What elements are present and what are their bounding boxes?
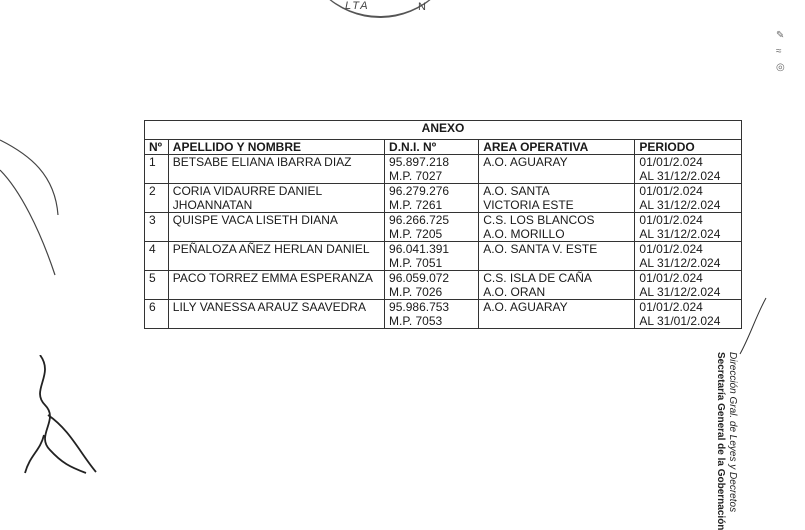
- dni-number: 96.059.072: [389, 271, 450, 285]
- period-end: AL 31/01/2.024: [639, 314, 721, 328]
- period-cell: [635, 242, 742, 271]
- seal-text-left: LTA: [345, 0, 370, 12]
- initial-mark: ≈: [776, 46, 782, 57]
- table-row: [145, 300, 742, 329]
- dni-cell: [385, 300, 479, 329]
- mp-number: M.P. 7051: [389, 256, 443, 270]
- period-end: AL 31/12/2.024: [639, 169, 721, 183]
- initial-mark: ◎: [776, 62, 785, 73]
- period-cell: [635, 271, 742, 300]
- row-number: 4: [145, 242, 169, 271]
- table-row: [145, 155, 742, 184]
- mp-number: M.P. 7053: [389, 314, 443, 328]
- name-line: QUISPE VACA LISETH DIANA: [172, 213, 338, 227]
- dni-number: 96.041.391: [389, 242, 450, 256]
- dni-cell: [385, 271, 479, 300]
- dni-number: 96.279.276: [389, 184, 450, 198]
- dni-number: 96.266.725: [389, 213, 450, 227]
- side-signature-stamp: [714, 352, 738, 530]
- area-line: C.S. LOS BLANCOS: [483, 213, 595, 227]
- name-line: LILY VANESSA ARAUZ SAAVEDRA: [172, 300, 366, 314]
- dni-cell: [385, 242, 479, 271]
- period-cell: [635, 184, 742, 213]
- anexo-table: [144, 120, 742, 329]
- column-header: D.N.I. Nº: [385, 140, 479, 155]
- left-signature-scrawl: [0, 355, 140, 475]
- period-cell: [635, 213, 742, 242]
- area-line: A.O. MORILLO: [483, 227, 565, 241]
- period-end: AL 31/12/2.024: [639, 256, 721, 270]
- period-start: 01/01/2.024: [639, 184, 703, 198]
- row-number: 5: [145, 271, 169, 300]
- period-cell: [635, 300, 742, 329]
- name-line: PACO TORREZ EMMA ESPERANZA: [172, 271, 373, 285]
- row-number: 6: [145, 300, 169, 329]
- mp-number: M.P. 7027: [389, 169, 443, 183]
- seal-arc: [300, 0, 460, 18]
- table-row: [145, 213, 742, 242]
- dni-number: 95.897.218: [389, 155, 450, 169]
- mp-number: M.P. 7026: [389, 285, 443, 299]
- area-line: A.O. SANTA: [483, 184, 550, 198]
- period-cell: [635, 155, 742, 184]
- column-header: PERIODO: [635, 140, 742, 155]
- name-line: PEÑALOZA AÑEZ HERLAN DANIEL: [172, 242, 370, 256]
- column-header: AREA OPERATIVA: [479, 140, 635, 155]
- area-cell: [479, 155, 635, 184]
- person-name: [168, 242, 384, 271]
- mp-number: M.P. 7261: [389, 198, 443, 212]
- dni-cell: [385, 184, 479, 213]
- column-header: APELLIDO Y NOMBRE: [168, 140, 384, 155]
- table-row: [145, 242, 742, 271]
- area-line: A.O. SANTA V. ESTE: [483, 242, 598, 256]
- table-row: [145, 271, 742, 300]
- area-cell: [479, 213, 635, 242]
- area-cell: [479, 300, 635, 329]
- signature-line-office: Dirección Gral. de Leyes y Decretos: [727, 352, 738, 513]
- table-title: ANEXO: [145, 121, 742, 140]
- period-start: 01/01/2.024: [639, 242, 703, 256]
- period-start: 01/01/2.024: [639, 155, 703, 169]
- area-line: C.S. ISLA DE CAÑA: [483, 271, 592, 285]
- dni-cell: [385, 155, 479, 184]
- person-name: [168, 155, 384, 184]
- period-start: 01/01/2.024: [639, 213, 703, 227]
- table-header-row: [145, 140, 742, 155]
- person-name: [168, 184, 384, 213]
- area-line: A.O. ORAN: [483, 285, 546, 299]
- area-cell: [479, 242, 635, 271]
- right-bracket-mark: [738, 296, 768, 356]
- area-line: VICTORIA ESTE: [483, 198, 574, 212]
- seal-text-right: N: [418, 1, 428, 13]
- table-row: [145, 184, 742, 213]
- period-start: 01/01/2.024: [639, 271, 703, 285]
- corner-initials: [776, 28, 785, 76]
- dni-number: 95.986.753: [389, 300, 450, 314]
- row-number: 3: [145, 213, 169, 242]
- area-cell: [479, 271, 635, 300]
- area-line: A.O. AGUARAY: [483, 300, 568, 314]
- dni-cell: [385, 213, 479, 242]
- row-number: 2: [145, 184, 169, 213]
- person-name: [168, 300, 384, 329]
- period-end: AL 31/12/2.024: [639, 198, 721, 212]
- person-name: [168, 213, 384, 242]
- column-header: Nº: [145, 140, 169, 155]
- initial-mark: ✎: [776, 30, 785, 41]
- period-end: AL 31/12/2.024: [639, 285, 721, 299]
- row-number: 1: [145, 155, 169, 184]
- period-end: AL 31/12/2.024: [639, 227, 721, 241]
- period-start: 01/01/2.024: [639, 300, 703, 314]
- area-line: A.O. AGUARAY: [483, 155, 568, 169]
- person-name: [168, 271, 384, 300]
- name-line: CORIA VIDAURRE DANIEL: [172, 184, 323, 198]
- signature-line-secretariat: Secretaría General de la Gobernación: [715, 352, 726, 530]
- left-scribble-top: [0, 100, 150, 280]
- name-line: JHOANNATAN: [172, 198, 253, 212]
- name-line: BETSABE ELIANA IBARRA DIAZ: [172, 155, 352, 169]
- area-cell: [479, 184, 635, 213]
- mp-number: M.P. 7205: [389, 227, 443, 241]
